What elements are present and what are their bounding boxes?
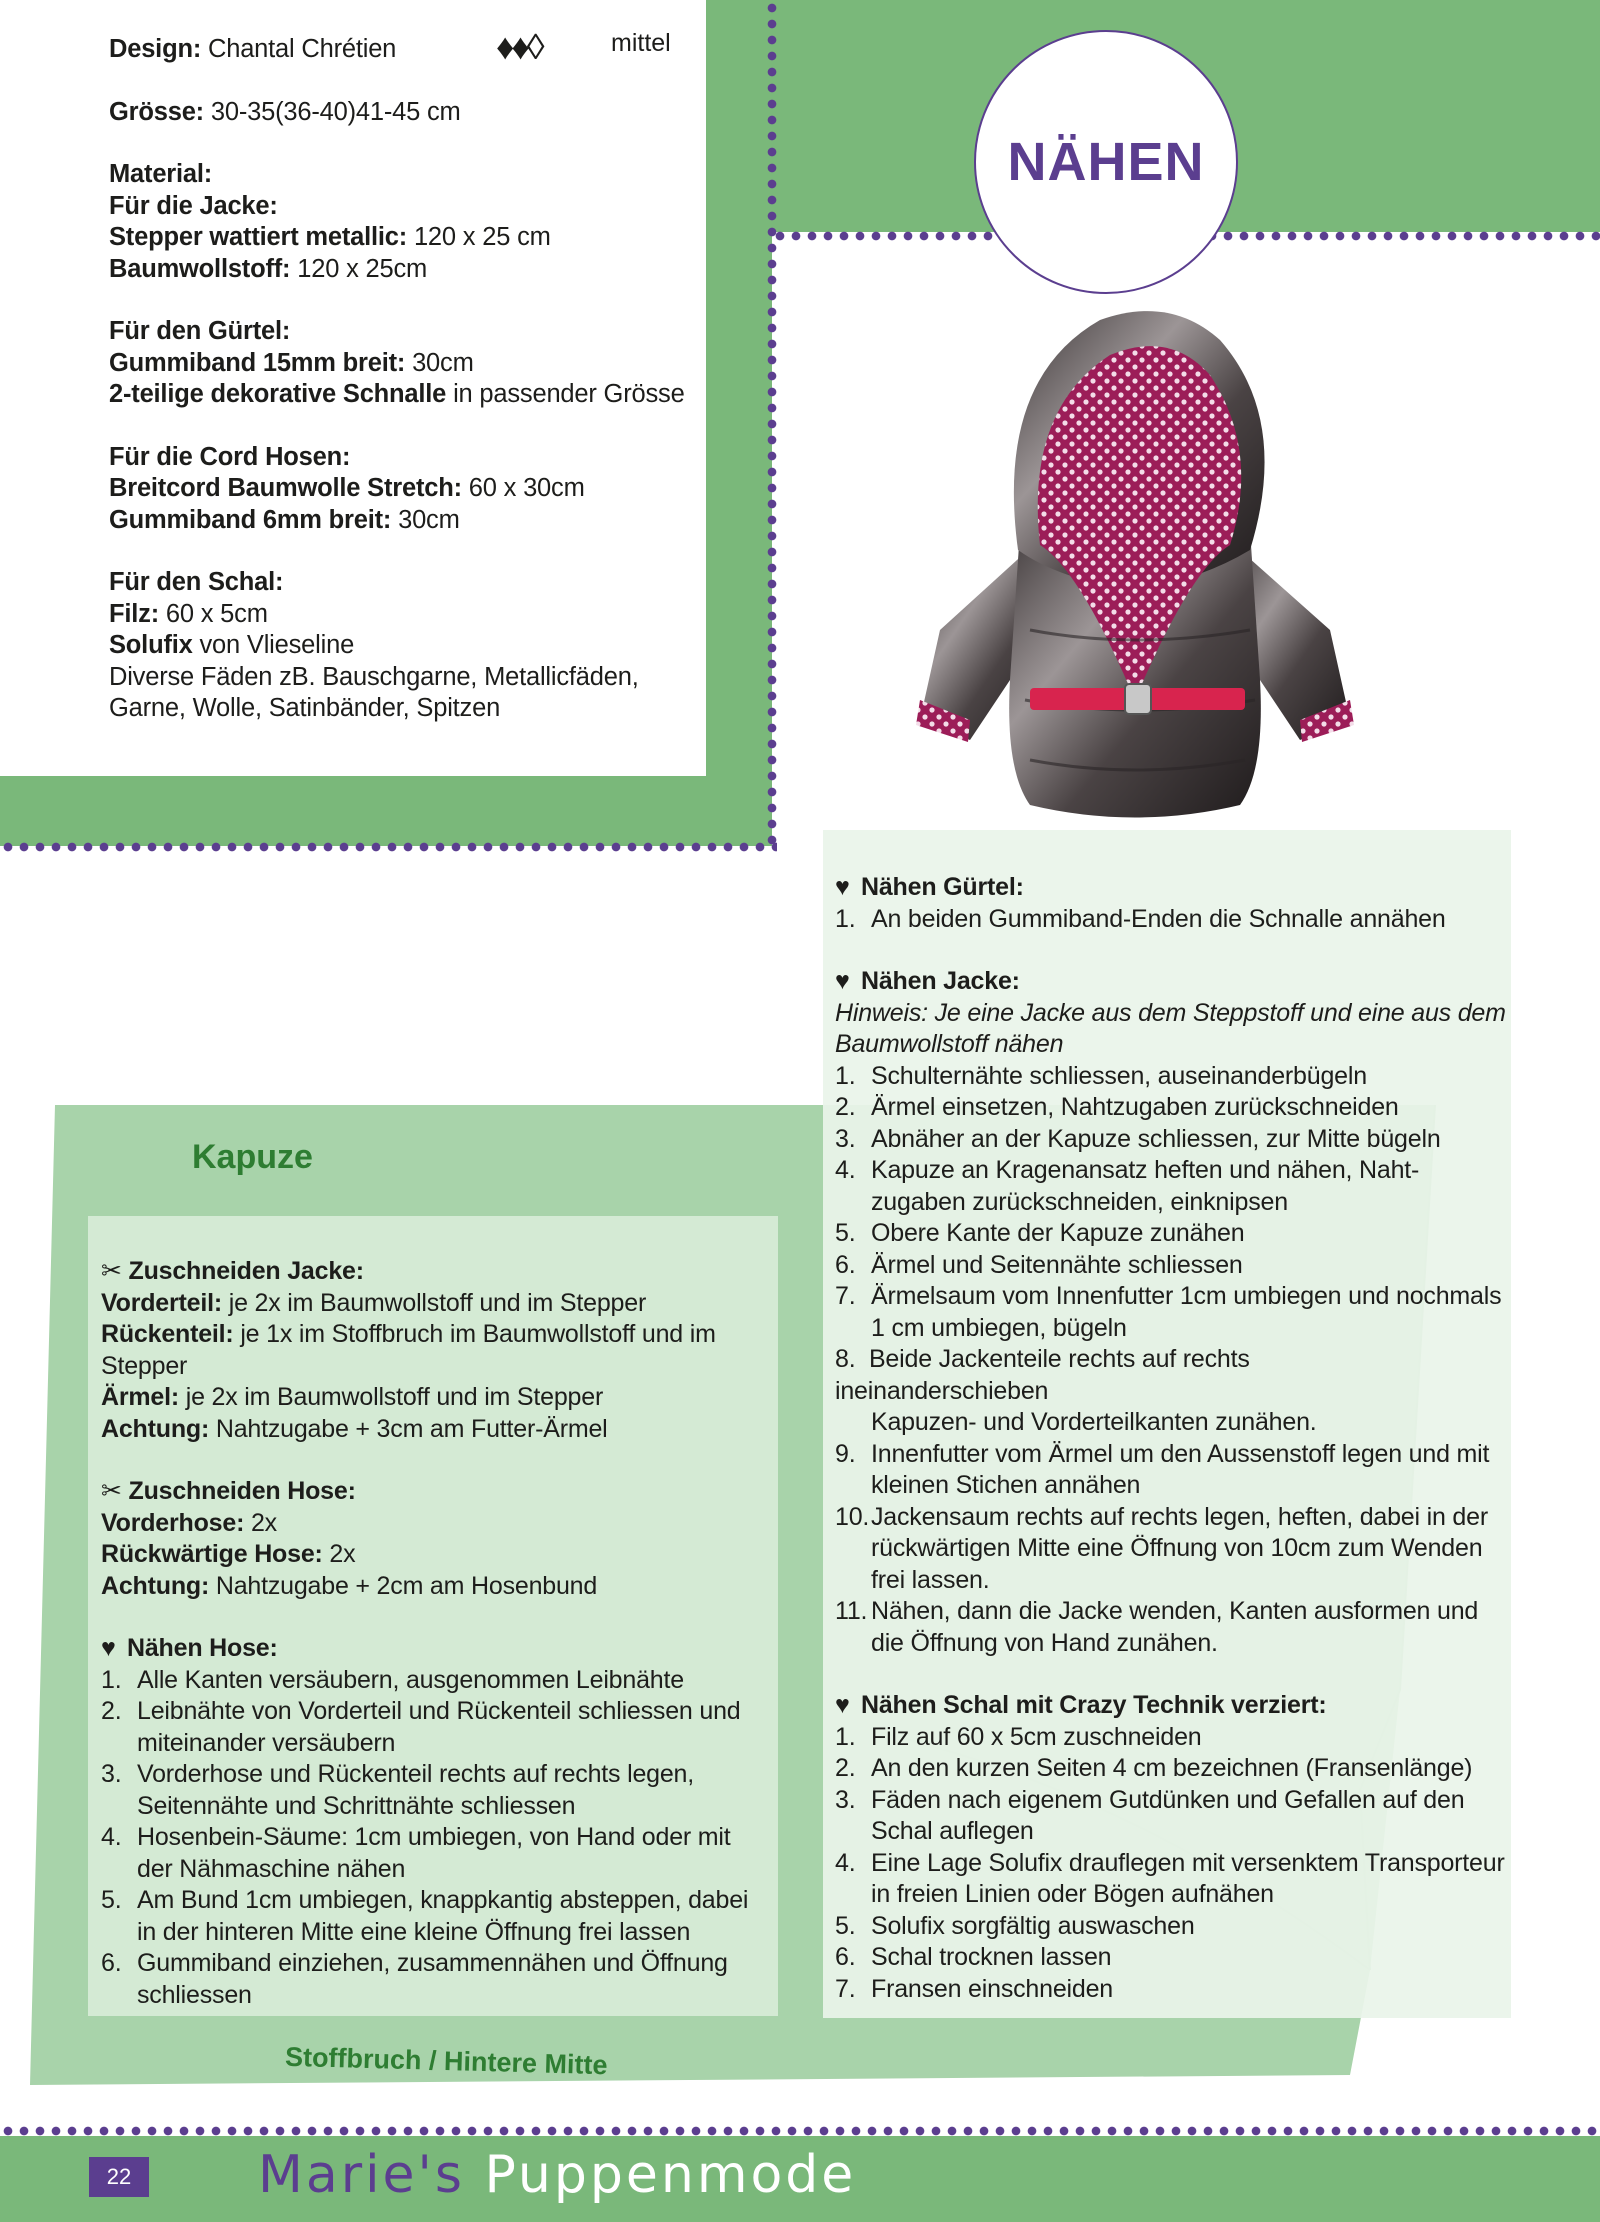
material-value: 30cm [412,348,474,377]
item-text: Kapuze an Kragenansatz heften und nähen, Naht-zugaben zurückschneiden, einknipsen [871,1156,1420,1216]
item-text: Abnäher an der Kapuze schliessen, zur Mitte bügeln [871,1124,1441,1153]
material-value: 60 x 5cm [165,599,268,628]
list-item [101,1539,771,1571]
list-item [835,1974,1507,2006]
sew-belt-list [835,904,1507,936]
item-text: Eine Lage Solufix drauflegen mit versenktem Transporteur in freien Linien oder Bögen aufnähen [871,1848,1505,1908]
item-label: Vorderteil: [101,1288,222,1317]
size-value: 30-35(36-40)41-45 cm [210,97,461,126]
item-label: Ärmel: [101,1383,179,1411]
item-text-continued: ineinanderschieben [835,1376,1049,1405]
item-number: 5. [835,1219,856,1247]
item-text: Nähen, dann die Jacke wenden, Kanten ausformen und die Öffnung von Hand zunähen. [871,1597,1479,1657]
item-number: 7. [835,1282,856,1310]
jacket-note: Hinweis: Je eine Jacke aus dem Steppstoff und eine aus dem Baumwollstoff nähen [835,998,1506,1058]
item-label: Achtung: [101,1571,210,1600]
list-item [101,1414,771,1446]
sew-jacket-list-late [835,1439,1507,1660]
material-value: 120 x 25cm [297,254,428,283]
sew-scarf-title: Nähen Schal mit Crazy Technik verziert: [861,1691,1327,1719]
list-item [101,1948,771,2011]
item-text: An beiden Gummiband-Enden die Schnalle annähen [871,904,1446,933]
footer-dotted-border [0,2126,1600,2136]
material-value: 30cm [398,505,460,534]
item-number: 1. [835,1722,856,1751]
item-value: Nahtzugabe + 3cm am Futter-Ärmel [215,1414,608,1443]
item-text: Am Bund 1cm umbiegen, knappkantig absteppen, dabei in der hinteren Mitte eine kleine Öffnung frei lassen [137,1886,749,1946]
item-number: 6. [101,1949,122,1977]
list-item [835,1502,1507,1597]
list-item [101,1508,771,1540]
material-value: 120 x 25 cm [413,223,551,251]
dotted-border-middle [0,842,777,852]
list-item [835,1155,1507,1218]
item-text: Hosenbein-Säume: 1cm umbiegen, von Hand oder mit der Nähmaschine nähen [137,1823,731,1883]
item-number: 10. [835,1502,870,1531]
material-value: 60 x 30cm [468,474,585,502]
item-value: 2x [329,1540,356,1568]
scissors-icon: ✂ [101,1477,122,1505]
item-text: Ärmelsaum vom Innenfutter 1cm umbiegen und nochmals 1 cm umbiegen, bügeln [871,1282,1502,1342]
list-item [101,1319,771,1382]
list-item [835,904,1507,936]
item-value: Nahtzugabe + 2cm am Hosenbund [215,1571,598,1600]
item-number: 9. [835,1439,856,1468]
sew-pants-list [101,1665,771,2012]
material-value: in passender Grösse [453,380,685,408]
heart-icon: ♥ [835,967,850,995]
section-badge-label: NÄHEN [1007,132,1205,192]
fold-label: Stoffbruch / Hintere Mitte [284,2041,608,2081]
jacket-photo [900,300,1370,825]
item-number: 8. [835,1345,856,1373]
sew-belt-title: Nähen Gürtel: [861,873,1024,901]
section-badge [974,30,1238,294]
material-label: Gummiband 15mm breit: [109,348,406,377]
item-label: Rückwärtige Hose: [101,1540,323,1568]
heart-icon: ♥ [101,1634,116,1662]
list-item [101,1288,771,1320]
material-line: Garne, Wolle, Satinbänder, Spitzen [109,694,501,722]
cut-jacket-title: Zuschneiden Jacke: [128,1257,364,1285]
brand-part-1: Marie's [258,2145,465,2205]
list-item [835,1848,1507,1911]
item-text: Vorderhose und Rückenteil rechts auf rechts legen, Seitennähte und Schrittnähte schliessen [137,1760,695,1820]
item-text: Solufix sorgfältig auswaschen [871,1911,1195,1940]
item-number: 6. [835,1250,856,1279]
item-text: Fransen einschneiden [871,1974,1113,2003]
item-number: 4. [835,1848,856,1877]
item-value: 2x [250,1508,277,1537]
dotted-border-vertical [767,0,777,850]
item-value: je 2x im Baumwollstoff und im Stepper [185,1383,604,1411]
material-label: Baumwollstoff: [109,254,291,283]
list-item [101,1382,771,1414]
pants-materials-title: Für die Cord Hosen: [109,442,351,471]
list-item [835,1281,1507,1344]
design-label: Design: [109,35,202,63]
item-text: Schal trocknen lassen [871,1943,1112,1971]
item-text: Alle Kanten versäubern, ausgenommen Leibnähte [137,1665,684,1694]
material-label: 2-teilige dekorative Schnalle [109,380,447,408]
item-number: 1. [101,1665,122,1694]
item-number: 3. [835,1124,856,1153]
item-label: Rückenteil: [101,1320,234,1348]
item-value: je 2x im Baumwollstoff und im Stepper [228,1288,647,1317]
difficulty-label: mittel [611,29,671,57]
item-text: Obere Kante der Kapuze zunähen [871,1219,1245,1247]
item-number: 5. [101,1886,122,1914]
cut-pants-title: Zuschneiden Hose: [128,1477,356,1505]
item-text: Ärmel und Seitennähte schliessen [871,1250,1243,1279]
material-title: Material: [109,160,213,188]
item-number: 2. [101,1697,122,1725]
sew-scarf-list [835,1722,1507,2006]
right-instructions [835,872,1507,2005]
list-item [101,1822,771,1885]
item-text: Ärmel einsetzen, Nahtzugaben zurückschneiden [871,1093,1399,1121]
item-label: Achtung: [101,1414,210,1443]
list-item [835,1596,1507,1659]
materials-block [109,34,699,725]
item-text: Schulternähte schliessen, auseinanderbügeln [871,1061,1367,1090]
item-number: 1. [835,904,856,933]
item-text: An den kurzen Seiten 4 cm bezeichnen (Fransenlänge) [871,1754,1473,1782]
item-text-continued: Kapuzen- und Vorderteilkanten zunähen. [871,1408,1317,1436]
item-text: Gummiband einziehen, zusammennähen und Öffnung schliessen [137,1949,728,2009]
scissors-icon: ✂ [101,1257,122,1285]
page-number-label: 22 [106,2164,132,2189]
heart-icon: ♥ [835,873,850,901]
item-text: Leibnähte von Vorderteil und Rückenteil schliessen und miteinander versäubern [137,1697,741,1757]
item-number: 7. [835,1974,856,2003]
list-item [835,1344,1507,1376]
item-text: Innenfutter vom Ärmel um den Aussenstoff legen und mit kleinen Stichen annähen [871,1439,1490,1499]
material-value: von Vlieseline [199,631,355,659]
item-text: Beide Jackenteile rechts auf rechts [868,1345,1250,1373]
list-item [835,1911,1507,1943]
jacket-materials-title: Für die Jacke: [109,191,278,220]
kapuze-label: Kapuze [192,1138,313,1176]
list-item [835,1439,1507,1502]
item-label: Vorderhose: [101,1508,245,1537]
scarf-materials-title: Für den Schal: [109,568,284,596]
heart-icon: ♥ [835,1691,850,1719]
material-label: Gummiband 6mm breit: [109,505,392,534]
size-label: Grösse: [109,97,204,126]
item-number: 11. [835,1597,868,1625]
item-value: je 1x im Stoffbruch im Baumwollstoff und im Stepper [101,1320,716,1380]
material-label: Stepper wattiert metallic: [109,223,408,251]
left-instructions [101,1256,771,2011]
list-item [101,1885,771,1948]
list-item [835,1124,1507,1156]
list-item [835,1061,1507,1093]
list-item [835,1942,1507,1974]
list-item [101,1665,771,1697]
page-number [89,2157,149,2197]
item-number: 4. [101,1823,122,1851]
item-number: 2. [835,1093,856,1121]
item-number: 2. [835,1754,856,1782]
list-item [835,1250,1507,1282]
sew-jacket-list [835,1061,1507,1345]
item-number: 6. [835,1943,856,1971]
sew-pants-title: Nähen Hose: [127,1634,278,1662]
sew-jacket-title: Nähen Jacke: [861,967,1020,995]
belt-materials-title: Für den Gürtel: [109,317,291,345]
list-item [835,1753,1507,1785]
material-line: Diverse Fäden zB. Bauschgarne, Metallicfäden, [109,662,639,691]
item-number: 3. [101,1760,122,1788]
design-value: Chantal Chrétien [208,35,397,63]
brand-part-2: Puppenmode [484,2145,857,2205]
difficulty-icons: ♦♦◊ [496,26,542,67]
item-number: 4. [835,1156,856,1184]
item-text: Jackensaum rechts auf rechts legen, heften, dabei in der rückwärtigen Mitte eine Öffnung von 10cm zum Wenden frei lassen. [871,1502,1488,1594]
list-item [101,1696,771,1759]
material-label: Breitcord Baumwolle Stretch: [109,474,462,502]
item-number: 1. [835,1061,856,1090]
list-item [835,1092,1507,1124]
list-item [101,1759,771,1822]
material-label: Filz: [109,599,159,628]
list-item [835,1722,1507,1754]
item-number: 5. [835,1911,856,1940]
item-text: Fäden nach eigenem Gutdünken und Gefallen auf den Schal auflegen [871,1785,1465,1845]
item-number: 3. [835,1785,856,1814]
list-item [835,1218,1507,1250]
list-item [101,1571,771,1603]
footer-brand [258,2143,856,2207]
list-item [835,1785,1507,1848]
material-label: Solufix [109,631,193,659]
item-text: Filz auf 60 x 5cm zuschneiden [871,1722,1202,1751]
